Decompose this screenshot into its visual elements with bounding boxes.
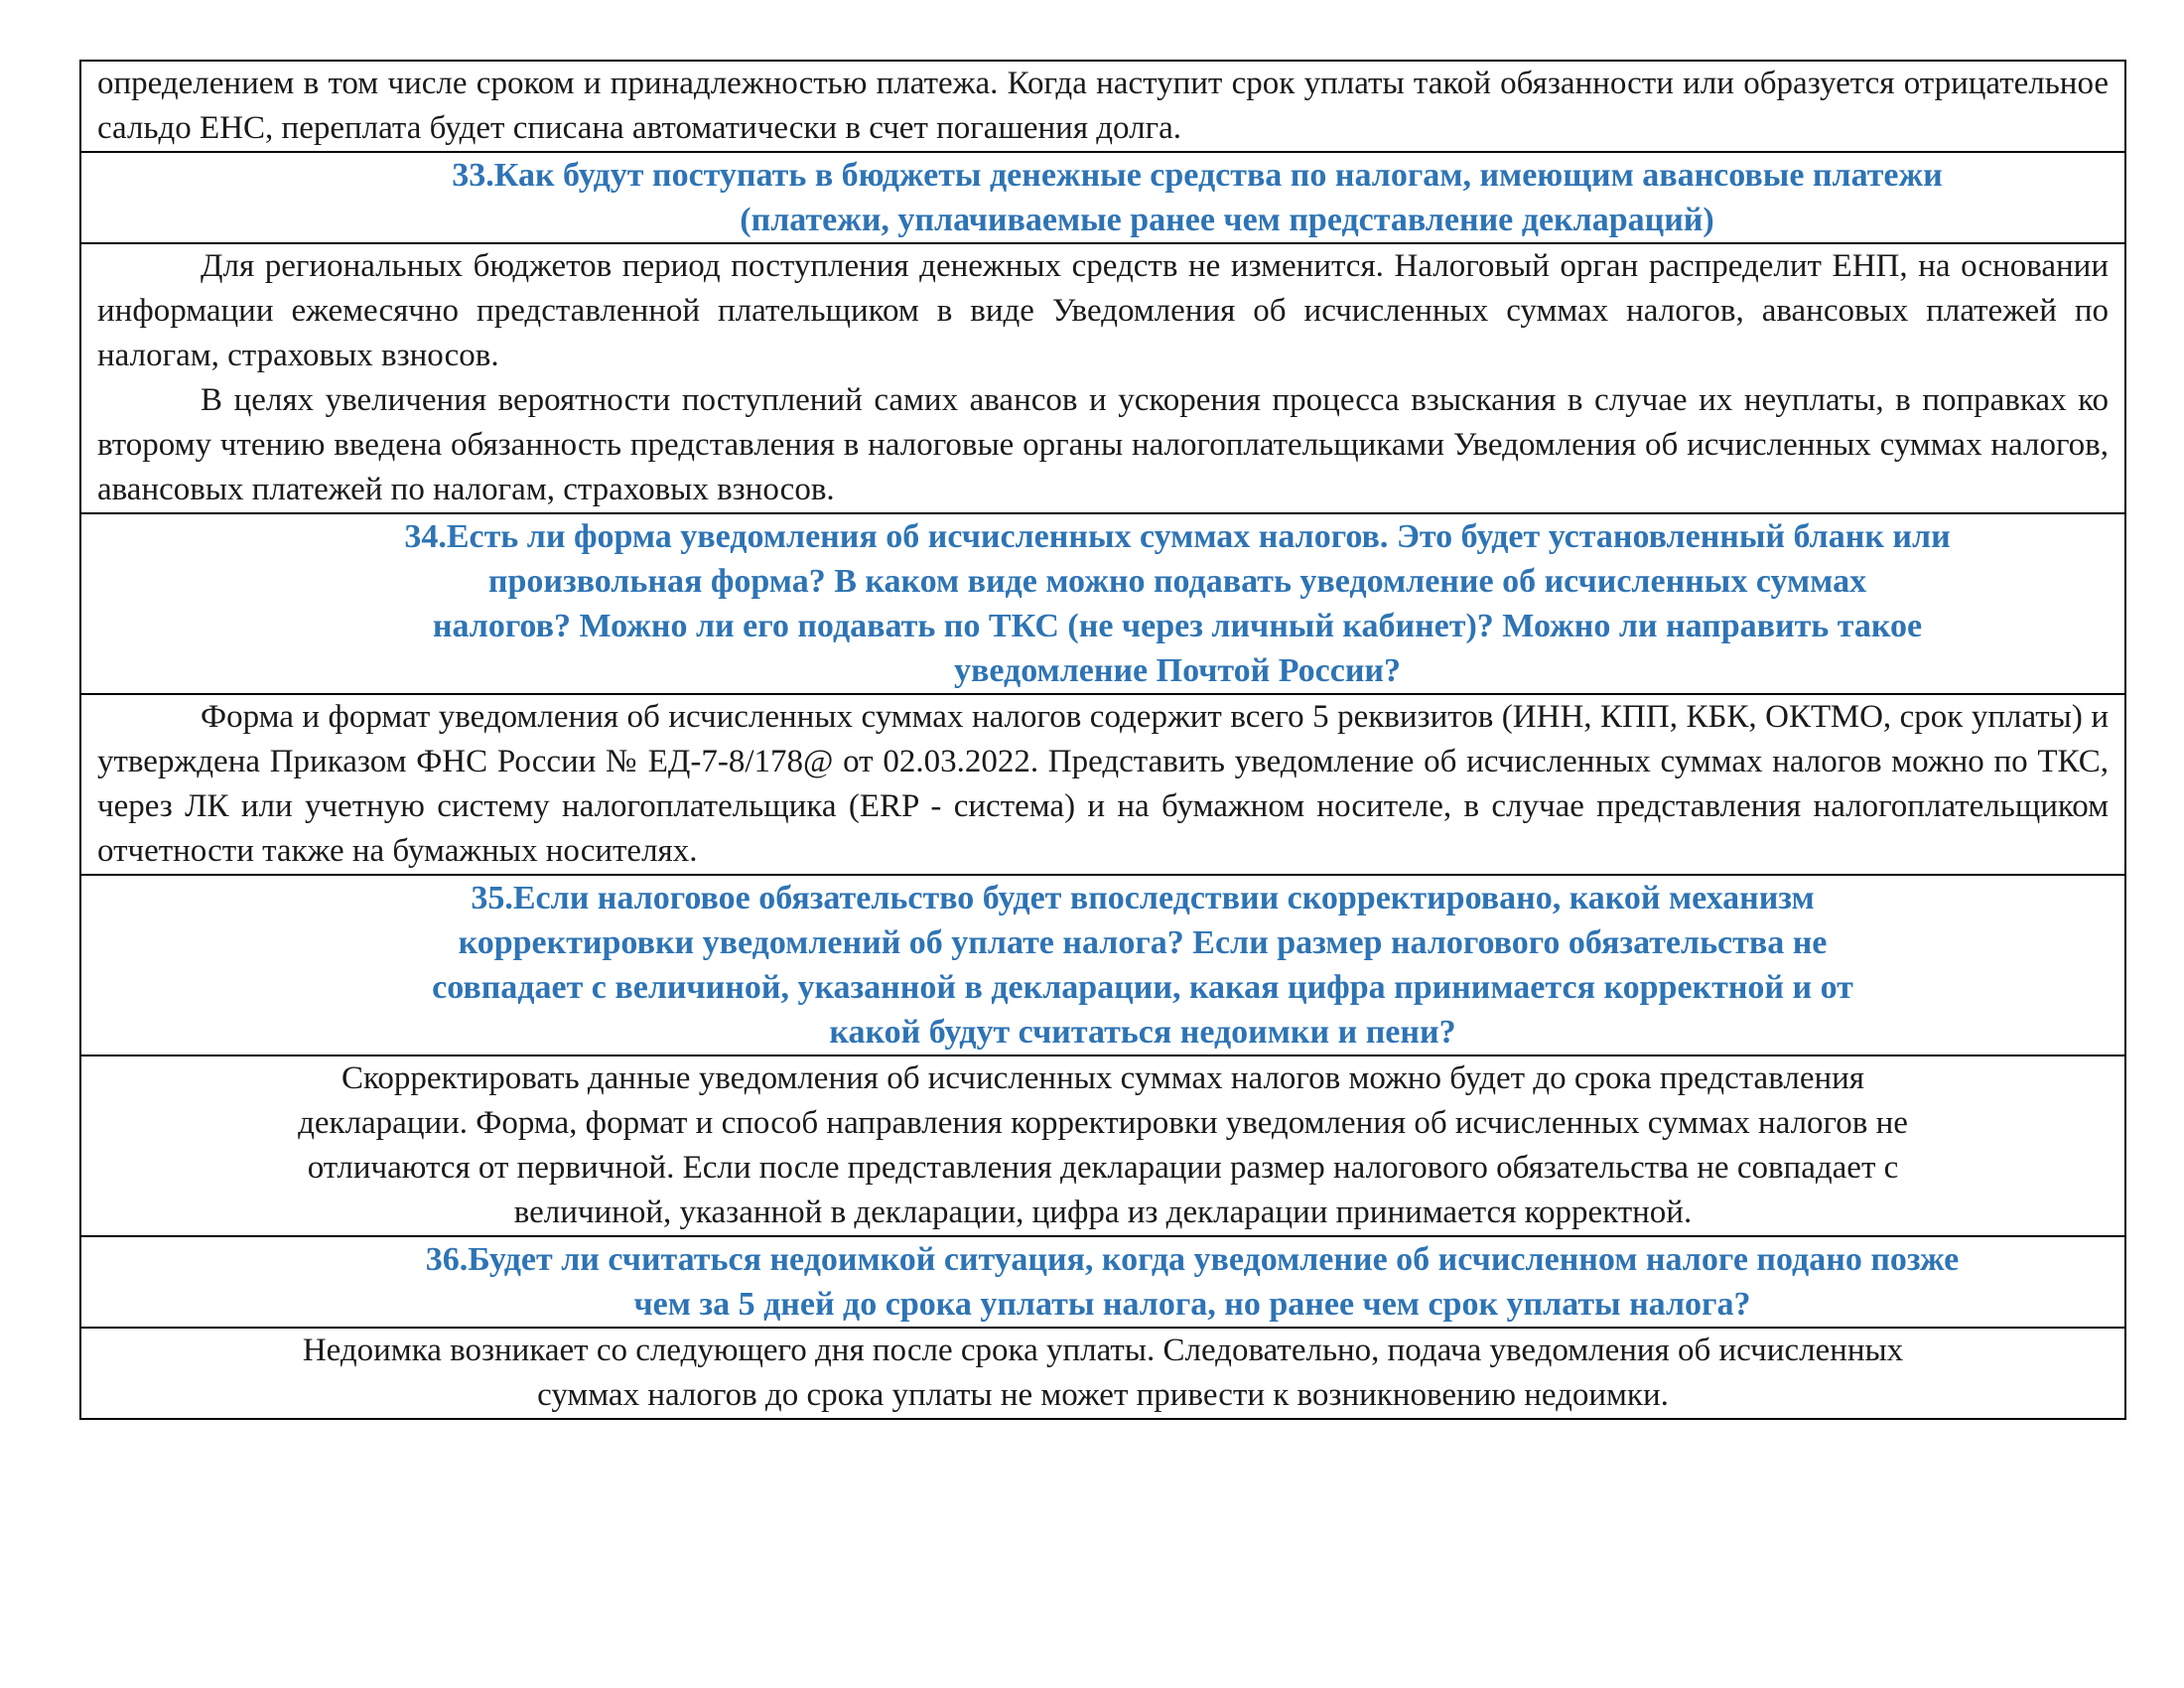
answer-35-line-2: декларации. Форма, формат и способ направления корректировки уведомления об исчисленных суммах налогов не xyxy=(298,1105,1908,1141)
question-33-line-1: 33.Как будут поступать в бюджеты денежные средства по налогам, имеющим авансовые платежи xyxy=(452,157,1943,194)
question-34-line-1: 34.Есть ли форма уведомления об исчисленных суммах налогов. Это будет установленный бланк или xyxy=(404,518,1951,555)
answer-row-35 xyxy=(80,1055,2125,1236)
question-36-line-1: 36.Будет ли считаться недоимкой ситуация, когда уведомление об исчисленном налоге подано позже xyxy=(425,1241,1960,1278)
answer-33-paragraph-1: Для региональных бюджетов период поступления денежных средств не изменится. Налоговый орган распределит ЕНП, на основании информации ежемесячно представленной плательщиком в виде Уведомления об исчисленных суммах налогов, авансовых платежей по налогам, страховых взносов. xyxy=(97,248,2109,373)
answer-cell-35 xyxy=(80,1055,2125,1236)
answer-35-line-4: величиной, указанной в декларации, цифра из декларации принимается корректной. xyxy=(513,1195,1693,1230)
question-34 xyxy=(97,514,2109,693)
answer-36 xyxy=(97,1329,2109,1418)
answer-row-36 xyxy=(80,1328,2125,1419)
question-35-line-4: какой будут считаться недоимки и пени? xyxy=(829,1014,1456,1051)
question-35-line-1: 35.Если налоговое обязательство будет впоследствии скорректировано, какой механизм xyxy=(471,880,1815,916)
question-cell-33 xyxy=(80,152,2125,243)
question-33-line-2: (платежи, уплачиваемые ранее чем представление деклараций) xyxy=(740,202,1714,238)
question-cell-36 xyxy=(80,1236,2125,1328)
answer-36-line-1: Недоимка возникает со следующего дня после срока уплаты. Следовательно, подача уведомления об исчисленных xyxy=(302,1333,1904,1368)
document-page xyxy=(79,60,2126,1420)
question-35-line-3: совпадает с величиной, указанной в декларации, какая цифра принимается корректной и от xyxy=(432,969,1853,1006)
answer-33-paragraph-2: В целях увеличения вероятности поступлений самих авансов и ускорения процесса взыскания в случае их неуплаты, в поправках ко второму чтению введена обязанность представления в налоговые органы налогоплательщиками Уведомления об исчисленных суммах налогов, авансовых платежей по налогам, страховых взносов. xyxy=(97,382,2109,507)
question-cell-34 xyxy=(80,513,2125,694)
question-row-36 xyxy=(80,1236,2125,1328)
question-row-33 xyxy=(80,152,2125,243)
question-35 xyxy=(97,876,2109,1055)
question-cell-35 xyxy=(80,875,2125,1055)
answer-cell-36 xyxy=(80,1328,2125,1419)
question-35-line-2: корректировки уведомлений об уплате налога? Если размер налогового обязательства не xyxy=(458,924,1828,961)
question-36-line-2: чем за 5 дней до срока уплаты налога, но ранее чем срок уплаты налога? xyxy=(633,1286,1751,1323)
question-33 xyxy=(97,153,2109,242)
answer-row-continuation xyxy=(80,61,2125,152)
answer-35-line-3: отличаются от первичной. Если после представления декларации размер налогового обязательства не совпадает с xyxy=(307,1150,1899,1186)
question-34-line-2: произвольная форма? В каком виде можно подавать уведомление об исчисленных суммах xyxy=(487,563,1867,600)
faq-table xyxy=(79,60,2126,1420)
question-34-line-4: уведомление Почтой России? xyxy=(953,652,1402,689)
answer-35 xyxy=(97,1056,2109,1235)
answer-cell-33 xyxy=(80,243,2125,513)
answer-row-33 xyxy=(80,243,2125,513)
question-row-34 xyxy=(80,513,2125,694)
question-row-35 xyxy=(80,875,2125,1055)
answer-cell-34 xyxy=(80,694,2125,875)
question-36 xyxy=(97,1237,2109,1327)
answer-35-line-1: Скорректировать данные уведомления об исчисленных суммах налогов можно будет до срока представления xyxy=(341,1060,1864,1096)
question-34-line-3: налогов? Можно ли его подавать по ТКС (не через личный кабинет)? Можно ли направить такое xyxy=(432,608,1923,644)
answer-34-paragraph-1: Форма и формат уведомления об исчисленных суммах налогов содержит всего 5 реквизитов (ИНН, КПП, КБК, ОКТМО, срок уплаты) и утверждена Приказом ФНС России № ЕД-7-8/178@ от 02.03.2022. Представить уведомление об исчисленных суммах налогов можно по ТКС, через ЛК или учетную систему налогоплательщика (ERP - система) и на бумажном носителе, в случае представления налогоплательщиком отчетности также на бумажных носителях. xyxy=(97,699,2109,869)
answer-cell-continuation xyxy=(80,61,2125,152)
answer-row-34 xyxy=(80,694,2125,875)
answer-text-continuation: определением в том числе сроком и принадлежностью платежа. Когда наступит срок уплаты такой обязанности или образуется отрицательное сальдо ЕНС, переплата будет списана автоматически в счет погашения долга. xyxy=(97,66,2109,146)
answer-36-line-2: суммах налогов до срока уплаты не может привести к возникновению недоимки. xyxy=(537,1377,1669,1413)
